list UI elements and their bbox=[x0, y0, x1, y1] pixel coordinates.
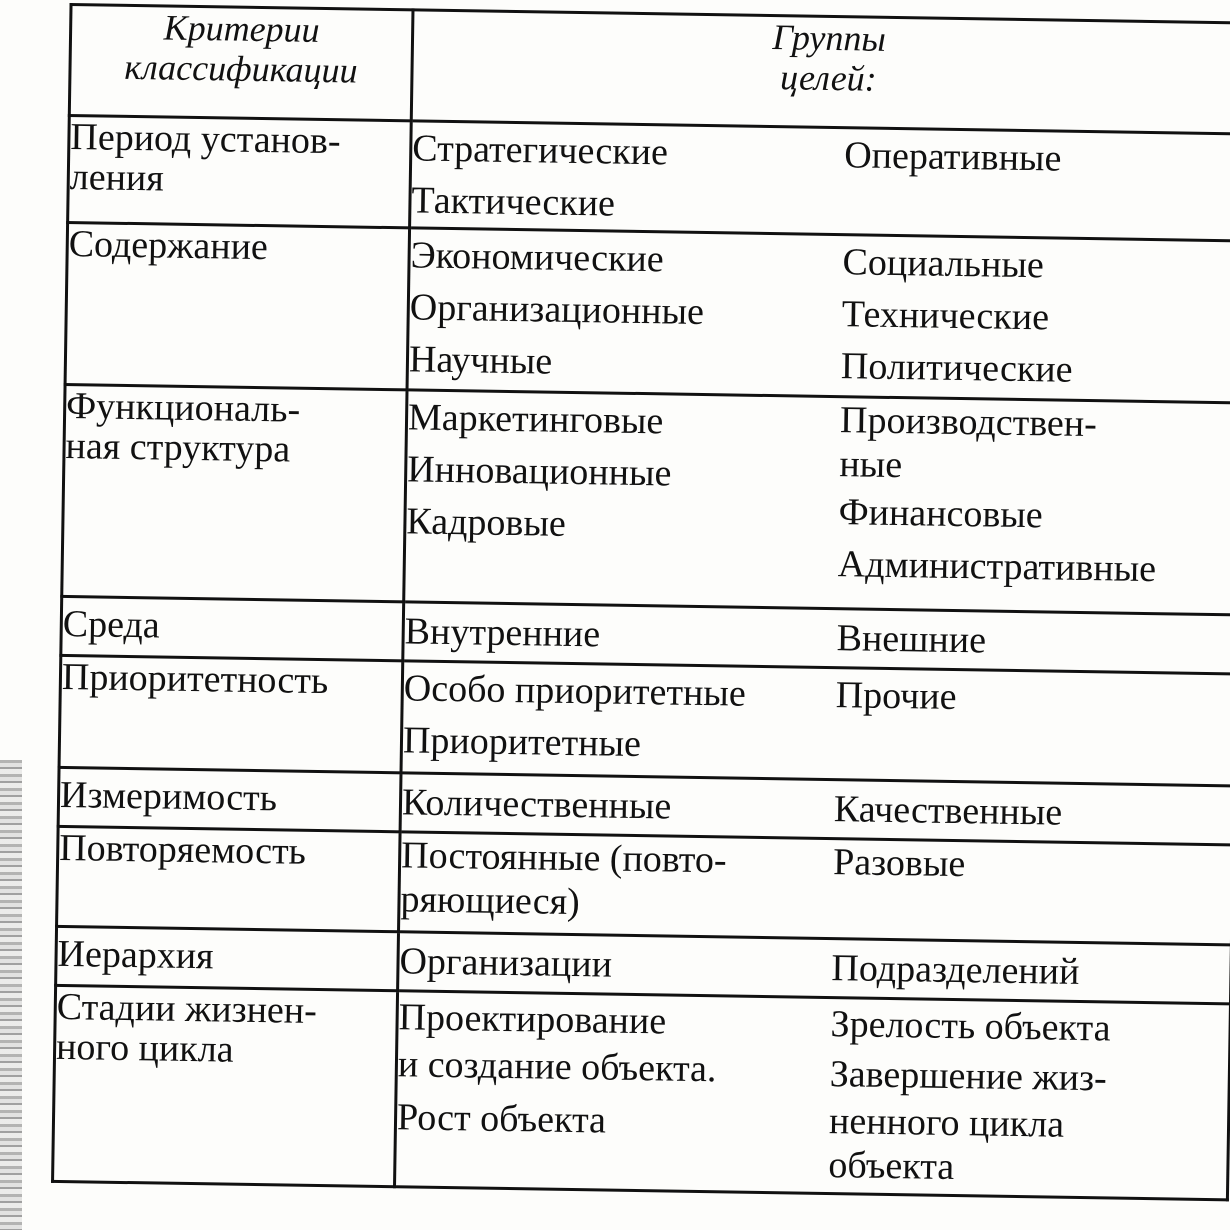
group-item: Организационные bbox=[409, 286, 705, 334]
group-item: Завершение жиз- bbox=[829, 1053, 1108, 1100]
group-item: Производствен- bbox=[839, 399, 1098, 446]
table-row bbox=[59, 655, 1230, 785]
groups-left-column bbox=[411, 122, 845, 233]
group-item: ненного цикла bbox=[828, 1100, 1065, 1146]
header-groups-line: Группы bbox=[772, 17, 887, 59]
group-item: Организации bbox=[399, 940, 613, 986]
groups-right-column bbox=[834, 783, 1218, 841]
criterion-text: Приоритетность bbox=[61, 655, 329, 703]
group-item: Экономические bbox=[410, 234, 665, 281]
groups-cell bbox=[410, 121, 1230, 241]
group-item: объекта bbox=[828, 1144, 955, 1189]
group-item: Количественные bbox=[401, 781, 672, 828]
group-item: и создание объекта. bbox=[397, 1043, 717, 1091]
table-row bbox=[53, 985, 1230, 1199]
group-item: Подразделений bbox=[831, 947, 1080, 993]
header-criteria-line: Критерии bbox=[163, 7, 320, 50]
header-groups-line: целей: bbox=[779, 57, 878, 99]
group-item: Кадровые bbox=[406, 500, 567, 545]
groups-right-column bbox=[836, 612, 1220, 670]
group-item: ряющиеся) bbox=[400, 878, 581, 924]
groups-right-column bbox=[831, 942, 1215, 1000]
groups-left-column bbox=[405, 391, 840, 590]
group-item: Социальные bbox=[842, 241, 1045, 287]
group-item: ные bbox=[839, 443, 903, 487]
criterion-cell bbox=[61, 596, 404, 660]
group-item: Стратегические bbox=[411, 127, 669, 174]
table-row bbox=[57, 826, 1230, 944]
groups-right-column bbox=[832, 840, 1216, 934]
criterion-text: Содержание bbox=[68, 223, 269, 269]
criterion-cell bbox=[58, 767, 401, 831]
group-item: Маркетинговые bbox=[407, 396, 664, 443]
groups-left-column bbox=[409, 229, 843, 392]
criterion-text: Стадии жизнен- bbox=[56, 985, 318, 1033]
groups-left-column bbox=[400, 833, 833, 928]
groups-cell bbox=[399, 832, 1230, 945]
groups-left-column bbox=[396, 992, 831, 1187]
table-header-row bbox=[69, 5, 1230, 134]
group-item: Внутренние bbox=[404, 610, 601, 656]
header-criteria bbox=[69, 5, 413, 121]
group-item: Особо приоритетные bbox=[403, 667, 747, 715]
group-item: Постоянные (повто- bbox=[400, 834, 727, 882]
group-item: Оперативные bbox=[843, 134, 1062, 180]
group-item: Внешние bbox=[836, 617, 987, 662]
group-item: Рост объекта bbox=[396, 1096, 607, 1142]
groups-right-column bbox=[843, 129, 1228, 239]
criterion-cell bbox=[59, 655, 403, 772]
groups-left-column bbox=[402, 776, 835, 835]
group-item: Технические bbox=[841, 293, 1050, 339]
group-item: Научные bbox=[408, 338, 553, 383]
groups-left-column bbox=[399, 935, 832, 994]
header-criteria-line: классификации bbox=[124, 46, 358, 91]
criterion-text: Измеримость bbox=[59, 773, 278, 820]
group-item: Финансовые bbox=[838, 491, 1044, 537]
criterion-text: Функциональ- bbox=[65, 385, 301, 431]
criterion-cell bbox=[65, 223, 410, 390]
groups-right-column bbox=[835, 669, 1220, 779]
group-item: Качественные bbox=[833, 788, 1063, 834]
book-sheet bbox=[10, 0, 1230, 1230]
criterion-text: Повторяемость bbox=[58, 826, 307, 873]
groups-cell bbox=[395, 991, 1230, 1200]
group-item: Зрелость объекта bbox=[830, 1003, 1111, 1050]
criterion-text: Иерархия bbox=[57, 932, 214, 978]
groups-right-column bbox=[837, 398, 1223, 596]
criterion-cell bbox=[53, 985, 398, 1186]
table-row bbox=[65, 223, 1230, 403]
criterion-cell bbox=[68, 116, 412, 228]
criterion-text: Среда bbox=[62, 602, 161, 647]
group-item: Разовые bbox=[832, 841, 966, 886]
table-row bbox=[62, 384, 1230, 614]
group-item: Прочие bbox=[835, 674, 957, 719]
groups-left-column bbox=[404, 605, 837, 664]
group-item: Инновационные bbox=[406, 448, 672, 495]
criterion-cell bbox=[57, 826, 401, 931]
goal-classification-table bbox=[51, 3, 1230, 1201]
group-item: Политические bbox=[840, 345, 1073, 391]
groups-cell bbox=[404, 390, 1230, 615]
group-item: Административные bbox=[837, 543, 1157, 591]
criterion-cell bbox=[62, 384, 407, 601]
groups-cell bbox=[401, 661, 1230, 786]
header-groups bbox=[411, 10, 1230, 134]
criterion-cell bbox=[56, 926, 399, 990]
criterion-text: ная структура bbox=[65, 424, 291, 471]
groups-right-column bbox=[841, 236, 1226, 398]
group-item: Проектирование bbox=[398, 996, 667, 1043]
groups-cell bbox=[407, 228, 1230, 403]
groups-left-column bbox=[403, 662, 837, 773]
groups-right-column bbox=[828, 999, 1214, 1193]
criterion-text: ления bbox=[69, 156, 165, 200]
criterion-text: Период установ- bbox=[70, 116, 341, 163]
table-row bbox=[68, 116, 1230, 241]
group-item: Приоритетные bbox=[402, 719, 642, 766]
group-item: Тактические bbox=[411, 179, 616, 225]
criterion-text: ного цикла bbox=[55, 1025, 234, 1071]
